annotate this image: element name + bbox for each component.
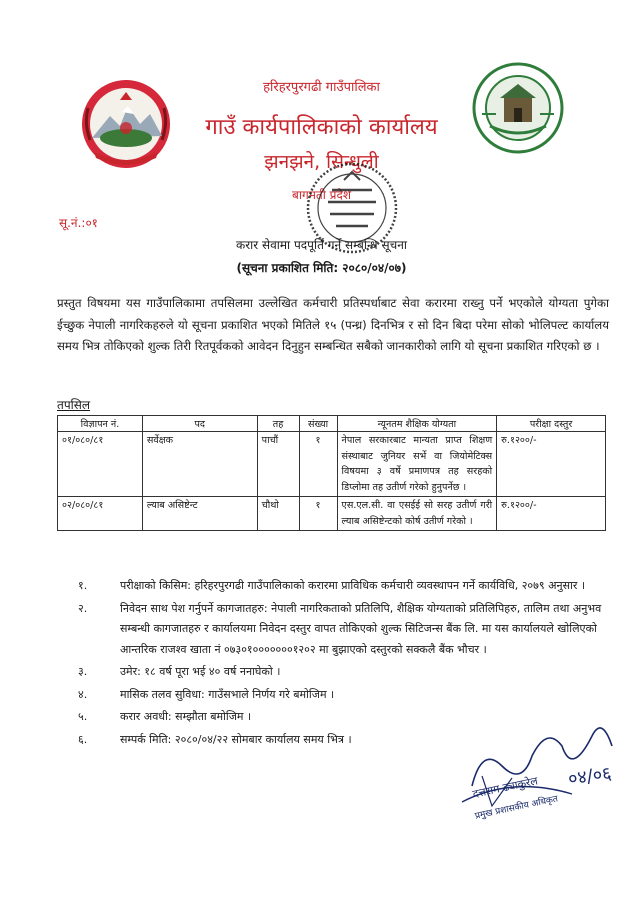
signature-date: ०४/०६ xyxy=(566,763,613,790)
note-text: परीक्षाको किसिम: हरिहरपुरगढी गाउँपालिकाको करारमा प्राविधिक कर्मचारी व्यवस्थापन गर्ने कार्यविधि, २०७९ अनुसार । xyxy=(120,579,586,592)
office-location: झनझने, सिन्धुली xyxy=(264,151,379,173)
list-item xyxy=(78,576,608,597)
cell-qualification: एस.एल.सी. वा एसईई सो सरह उतीर्ण गरी ल्याब असिष्टेन्टको कोर्ष उतीर्ण गरेको । xyxy=(337,497,497,531)
note-number: ४. xyxy=(78,687,88,701)
signatory-name: दत्तराम ढ्याकुरेल xyxy=(471,774,539,801)
note-number: ५. xyxy=(78,710,88,723)
vacancy-table xyxy=(57,415,606,531)
table-header-row xyxy=(58,416,606,432)
cell-quantity: १ xyxy=(299,432,337,497)
cell-level: चौथो xyxy=(257,497,299,531)
cell-advertisement-no: ०१/०८०/८१ xyxy=(58,432,143,497)
note-text: करार अवधी: सम्झौता बमोजिम । xyxy=(120,710,252,723)
note-number: १. xyxy=(78,579,88,592)
province-name: बागमती प्रदेश xyxy=(291,188,351,202)
col-advertisement-no: विज्ञापन नं. xyxy=(58,416,143,432)
cell-exam-fee: रु.१२००/- xyxy=(497,497,606,531)
cell-quantity: १ xyxy=(299,497,337,531)
note-number: ६. xyxy=(78,732,88,746)
notice-title: करार सेवामा पदपूर्ति गर्ने सम्बन्धि सूचना xyxy=(236,238,407,252)
cell-advertisement-no: ०२/०८०/८१ xyxy=(58,497,143,531)
note-text: मासिक तलव सुविधा: गाउँसभाले निर्णय गरे बमोजिम । xyxy=(120,687,335,701)
list-item xyxy=(78,685,608,706)
table-heading: तपसिल xyxy=(57,398,91,412)
col-post: पद xyxy=(142,416,257,432)
list-item xyxy=(78,662,608,683)
published-date: (सूचना प्रकाशित मिति: २०८०/०४/०७) xyxy=(236,261,407,275)
col-level: तह xyxy=(257,416,299,432)
note-text: निवेदन साथ पेश गर्नुपर्ने कागजातहरु: नेपाली नागरिकताको प्रतिलिपि, शैक्षिक योग्यताको प्रतिलिपिहरु, तालिम तथा अनुभव सम्बन्धी कागजातहरु र कार्यालयमा निवेदन दस्तुर वापत तोकिएको शुल्क सिटिजन्स बैंक लि. मा यस कार्यालयले खोलिएको आन्तरिक राजश्व खाता नं ०७३०१०००००००१२०२ मा बुझाएको दस्तुरको सक्कलै बैंक भौचर । xyxy=(120,601,602,656)
municipality-name: हरिहरपुरगढी गाउँपालिका xyxy=(263,80,380,95)
cell-post: ल्याब असिष्टेन्ट xyxy=(142,497,257,531)
office-title: गाउँ कार्यपालिकाको कार्यालय xyxy=(205,115,438,140)
cell-level: पाचौं xyxy=(257,432,299,497)
cell-exam-fee: रु.१२००/- xyxy=(497,432,606,497)
cell-qualification: नेपाल सरकारबाट मान्यता प्राप्त शिक्षण संस्थाबाट जुनियर सर्भे वा जियोमेटिक्स विषयमा ३ वर्षे प्रमाणपत्र तह सरहको डिप्लोमा तह उतीर्ण गरेको हुनुपर्नेछ । xyxy=(337,432,497,497)
table-row xyxy=(58,497,606,531)
note-number: २. xyxy=(78,601,88,615)
table-row xyxy=(58,432,606,497)
col-qualification: न्यूनतम शैक्षिक योग्यता xyxy=(337,416,497,432)
signatory-role: प्रमुख प्रशासकीय अधिकृत xyxy=(474,794,559,822)
intro-paragraph: प्रस्तुत विषयमा यस गाउँपालिकामा तपसिलमा उल्लेखित कर्मचारी प्रतिस्पर्धाबाट सेवा करारमा राख्नु पर्ने भएकोले योग्यता पुगेका ईच्छुक नेपाली नागरिकहरुले यो सूचना प्रकाशित भएको मितिले १५ (पन्ध्र) दिनभित्र र सो दिन बिदा परेमा सोको भोलिपल्ट कार्यालय समय भित्र तोकिएको शुल्क तिरी रितपूर्वकको आवेदन दिनुहुन सम्बन्धित सबैको जानकारीको लागि यो सूचना प्रकाशित गरिएको छ । xyxy=(57,296,609,353)
list-item xyxy=(78,599,608,661)
reference-number: सू.नं.:०१ xyxy=(59,216,98,230)
cell-post: सर्वेक्षक xyxy=(142,432,257,497)
col-quantity: संख्या xyxy=(299,416,337,432)
note-number: ३. xyxy=(78,665,88,678)
col-exam-fee: परीक्षा दस्तुर xyxy=(497,416,606,432)
note-text: सम्पर्क मिति: २०८०/०४/२२ सोमबार कार्यालय समय भित्र । xyxy=(120,732,352,746)
note-text: उमेर: १८ वर्ष पूरा भई ४० वर्ष ननाघेको । xyxy=(120,665,281,678)
